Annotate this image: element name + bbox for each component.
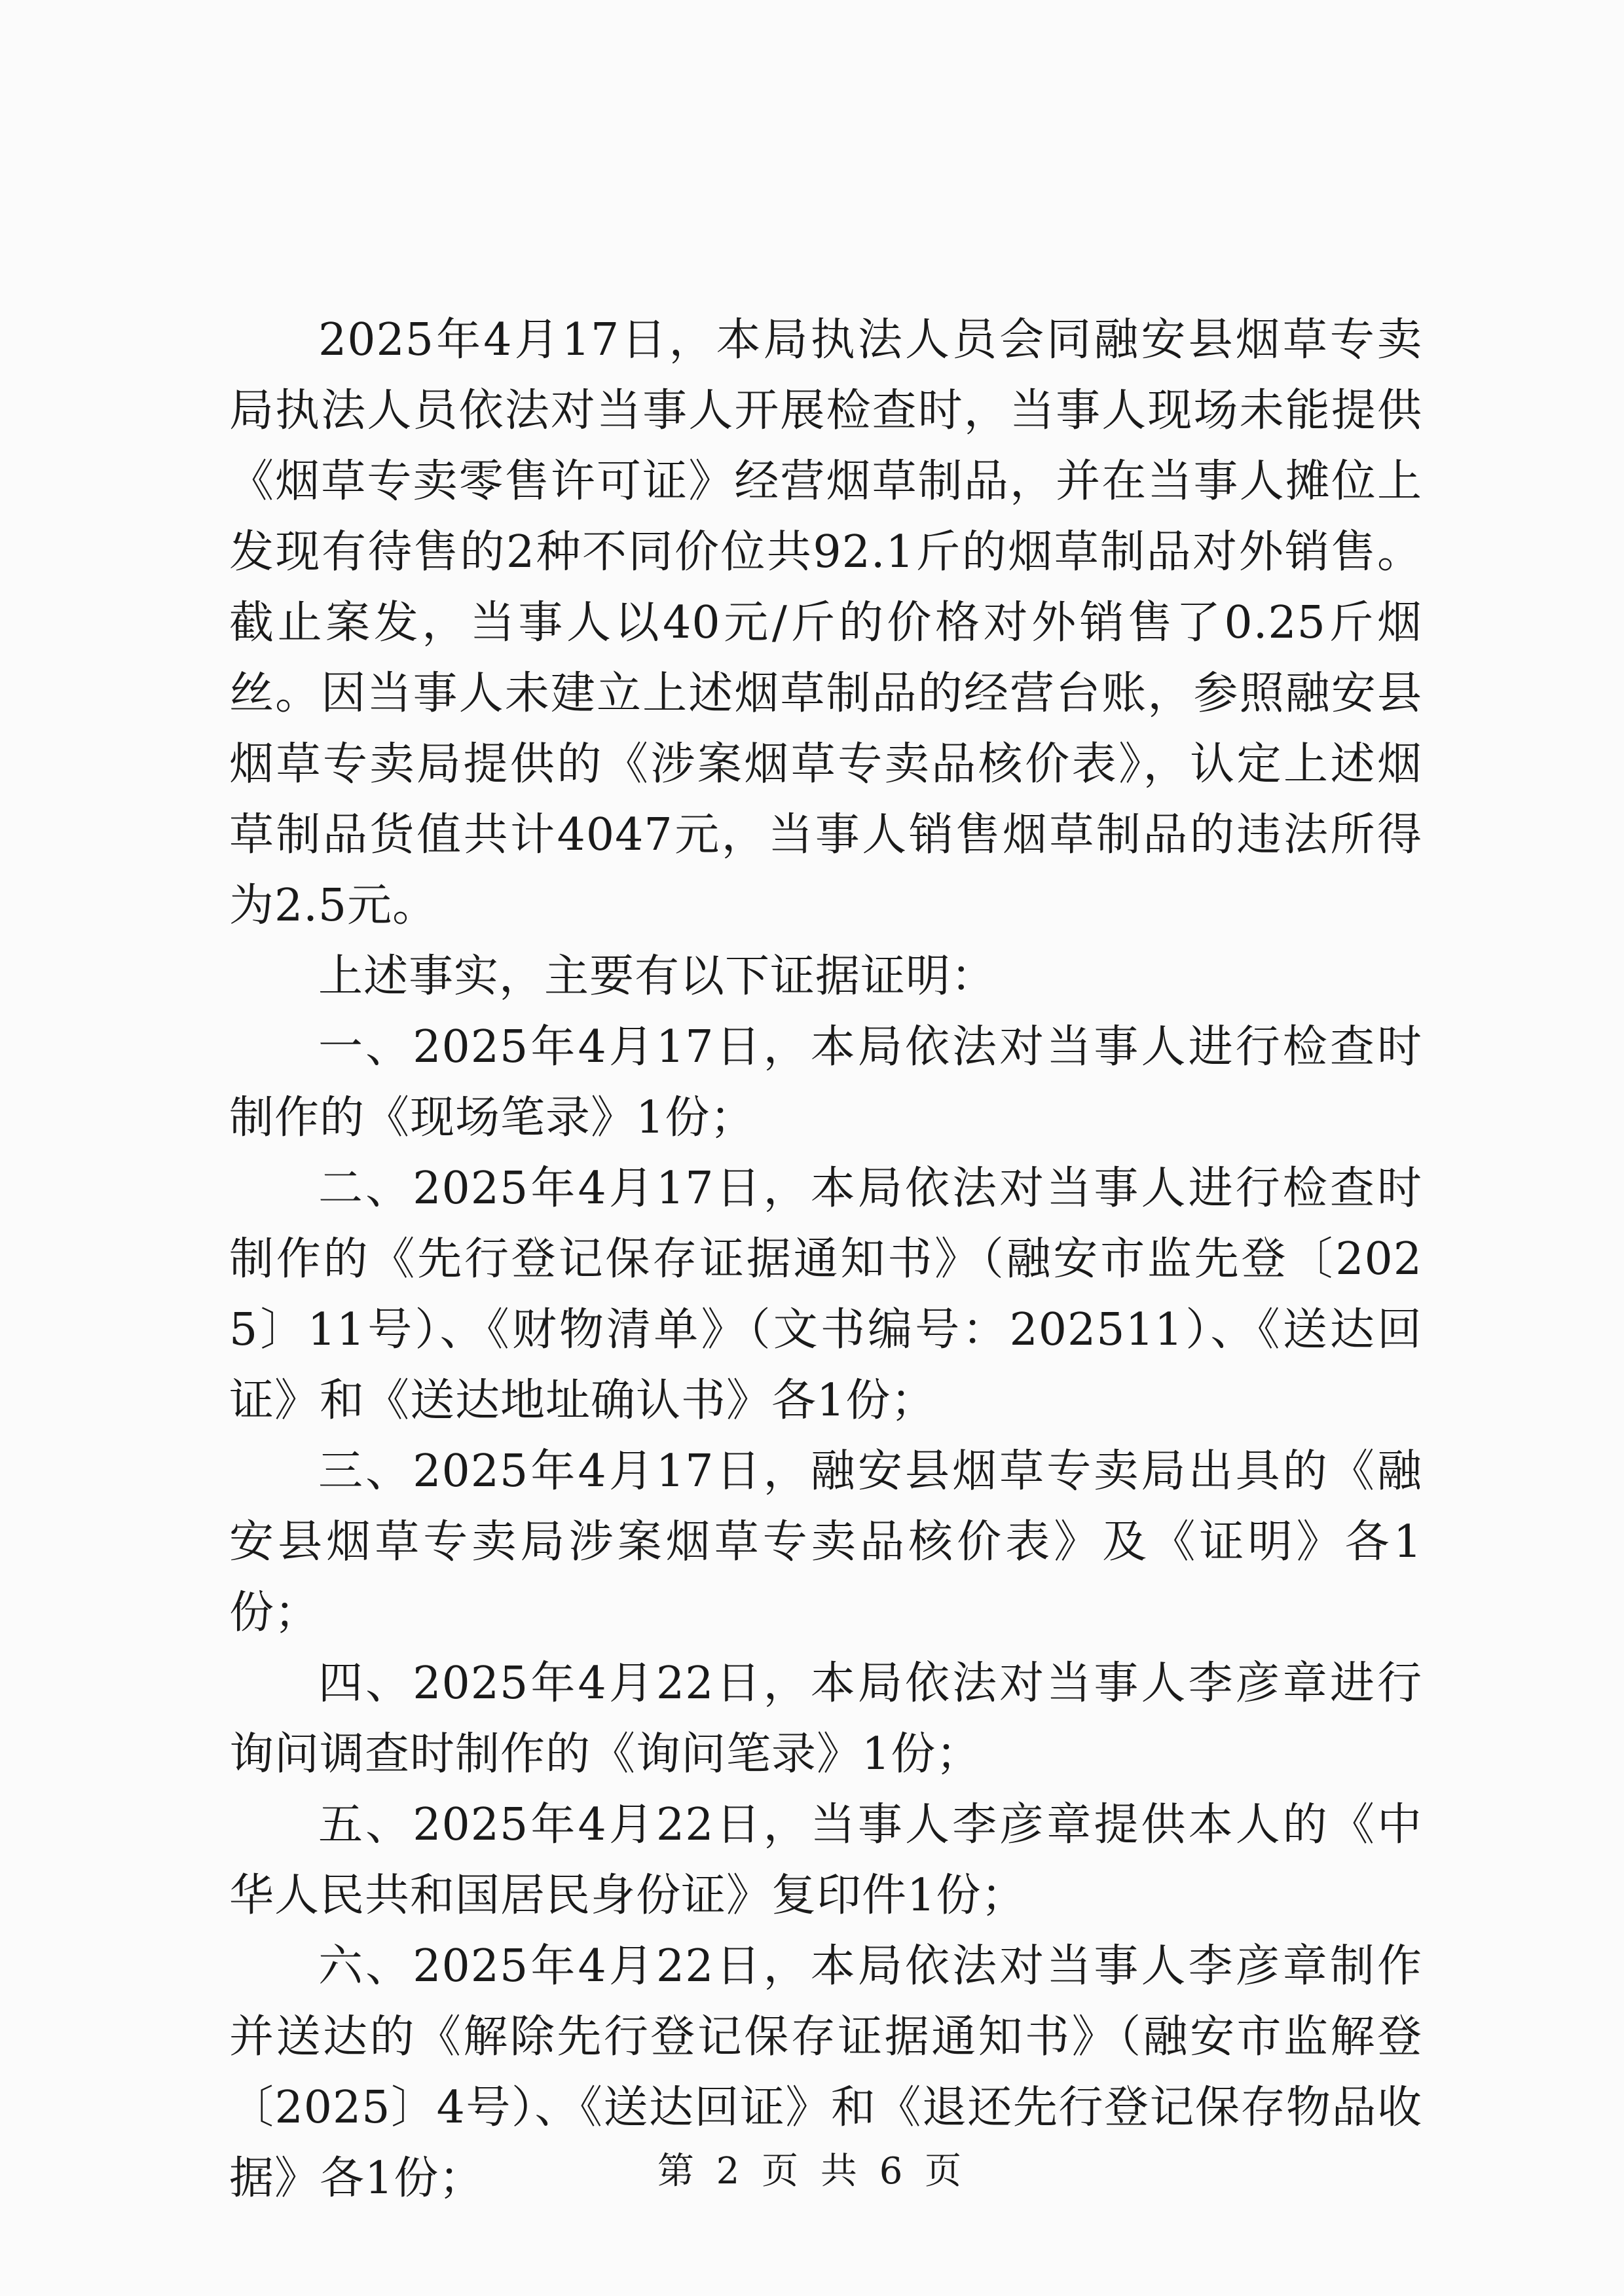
document-body [229,305,1422,2214]
evidence-item-6: 六、2025年4月22日，本局依法对当事人李彦章制作并送达的《解除先行登记保存证据通知书》（融安市监解登〔2025〕4号）、《送达回证》和《退还先行登记保存物品收据》各1份； [229,1941,1422,2204]
evidence-item-1: 一、2025年4月17日，本局依法对当事人进行检查时制作的《现场笔录》1份； [229,1021,1422,1144]
evidence-item-4: 四、2025年4月22日，本局依法对当事人李彦章进行询问调查时制作的《询问笔录》1份； [229,1658,1422,1780]
paragraph-case-facts: 2025年4月17日，本局执法人员会同融安县烟草专卖局执法人员依法对当事人开展检查时，当事人现场未能提供《烟草专卖零售许可证》经营烟草制品，并在当事人摊位上发现有待售的2种不同价位共92.1斤的烟草制品对外销售。截止案发，当事人以40元/斤的价格对外销售了0.25斤烟丝。因当事人未建立上述烟草制品的经营台账，参照融安县烟草专卖局提供的《涉案烟草专卖品核价表》，认定上述烟草制品货值共计4047元，当事人销售烟草制品的违法所得为2.5元。 [229,314,1422,932]
paragraph-evidence-intro: 上述事实，主要有以下证据证明： [318,951,997,1002]
evidence-item-5: 五、2025年4月22日，当事人李彦章提供本人的《中华人民共和国居民身份证》复印件1份； [229,1799,1422,1922]
evidence-item-2: 二、2025年4月17日，本局依法对当事人进行检查时制作的《先行登记保存证据通知书》（融安市监先登〔2025〕11号）、《财物清单》（文书编号：202511）、《送达回证》和《送达地址确认书》各1份； [229,1163,1422,1427]
evidence-item-3: 三、2025年4月17日，融安县烟草专卖局出具的《融安县烟草专卖局涉案烟草专卖品核价表》及《证明》各1份； [229,1446,1422,1639]
page-number-footer: 第 2 页 共 6 页 [657,2150,967,2193]
